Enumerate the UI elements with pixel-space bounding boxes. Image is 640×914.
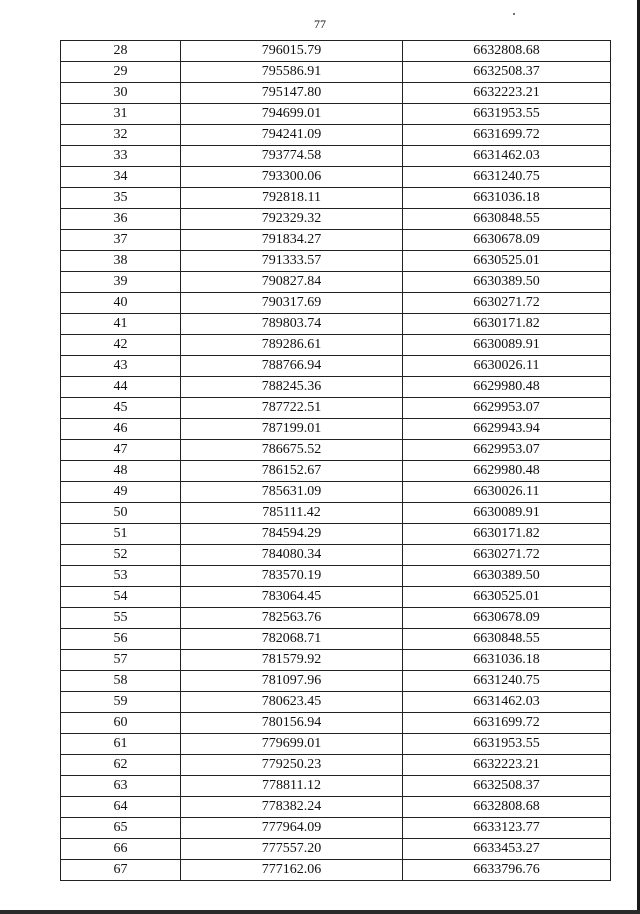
- point-number-cell: 32: [61, 125, 181, 146]
- y-coordinate-cell: 6631462.03: [403, 146, 611, 167]
- y-coordinate-cell: 6632808.68: [403, 41, 611, 62]
- table-row: [61, 356, 611, 377]
- x-coordinate-cell: 784594.29: [181, 524, 403, 545]
- point-number-cell: 36: [61, 209, 181, 230]
- x-coordinate-cell: 781097.96: [181, 671, 403, 692]
- table-row: [61, 398, 611, 419]
- point-number-cell: 67: [61, 860, 181, 881]
- x-coordinate-cell: 790827.84: [181, 272, 403, 293]
- y-coordinate-cell: 6630389.50: [403, 566, 611, 587]
- y-coordinate-cell: 6630089.91: [403, 503, 611, 524]
- point-number-cell: 35: [61, 188, 181, 209]
- table-row: [61, 188, 611, 209]
- x-coordinate-cell: 788245.36: [181, 377, 403, 398]
- point-number-cell: 57: [61, 650, 181, 671]
- point-number-cell: 51: [61, 524, 181, 545]
- table-row: [61, 482, 611, 503]
- y-coordinate-cell: 6629953.07: [403, 398, 611, 419]
- point-number-cell: 30: [61, 83, 181, 104]
- point-number-cell: 28: [61, 41, 181, 62]
- point-number-cell: 41: [61, 314, 181, 335]
- point-number-cell: 55: [61, 608, 181, 629]
- table-row: [61, 776, 611, 797]
- point-number-cell: 44: [61, 377, 181, 398]
- table-row: [61, 734, 611, 755]
- point-number-cell: 54: [61, 587, 181, 608]
- point-number-cell: 56: [61, 629, 181, 650]
- point-number-cell: 62: [61, 755, 181, 776]
- y-coordinate-cell: 6630678.09: [403, 230, 611, 251]
- y-coordinate-cell: 6630678.09: [403, 608, 611, 629]
- x-coordinate-cell: 789803.74: [181, 314, 403, 335]
- x-coordinate-cell: 796015.79: [181, 41, 403, 62]
- y-coordinate-cell: 6630171.82: [403, 524, 611, 545]
- point-number-cell: 34: [61, 167, 181, 188]
- x-coordinate-cell: 788766.94: [181, 356, 403, 377]
- table-row: [61, 230, 611, 251]
- table-row: [61, 125, 611, 146]
- coordinates-table-body: [61, 41, 611, 881]
- y-coordinate-cell: 6631240.75: [403, 671, 611, 692]
- x-coordinate-cell: 786675.52: [181, 440, 403, 461]
- x-coordinate-cell: 781579.92: [181, 650, 403, 671]
- point-number-cell: 64: [61, 797, 181, 818]
- x-coordinate-cell: 787199.01: [181, 419, 403, 440]
- x-coordinate-cell: 783570.19: [181, 566, 403, 587]
- table-row: [61, 650, 611, 671]
- table-row: [61, 692, 611, 713]
- point-number-cell: 61: [61, 734, 181, 755]
- table-row: [61, 209, 611, 230]
- table-row: [61, 314, 611, 335]
- x-coordinate-cell: 777162.06: [181, 860, 403, 881]
- y-coordinate-cell: 6630848.55: [403, 209, 611, 230]
- y-coordinate-cell: 6630389.50: [403, 272, 611, 293]
- y-coordinate-cell: 6631036.18: [403, 650, 611, 671]
- point-number-cell: 47: [61, 440, 181, 461]
- x-coordinate-cell: 782563.76: [181, 608, 403, 629]
- point-number-cell: 29: [61, 62, 181, 83]
- table-row: [61, 671, 611, 692]
- x-coordinate-cell: 780623.45: [181, 692, 403, 713]
- point-number-cell: 48: [61, 461, 181, 482]
- point-number-cell: 52: [61, 545, 181, 566]
- scan-speck: [513, 13, 515, 15]
- x-coordinate-cell: 784080.34: [181, 545, 403, 566]
- table-row: [61, 377, 611, 398]
- table-row: [61, 335, 611, 356]
- y-coordinate-cell: 6631953.55: [403, 734, 611, 755]
- x-coordinate-cell: 795586.91: [181, 62, 403, 83]
- point-number-cell: 46: [61, 419, 181, 440]
- point-number-cell: 43: [61, 356, 181, 377]
- y-coordinate-cell: 6630171.82: [403, 314, 611, 335]
- y-coordinate-cell: 6633453.27: [403, 839, 611, 860]
- y-coordinate-cell: 6629943.94: [403, 419, 611, 440]
- y-coordinate-cell: 6631036.18: [403, 188, 611, 209]
- x-coordinate-cell: 794241.09: [181, 125, 403, 146]
- x-coordinate-cell: 777557.20: [181, 839, 403, 860]
- table-row: [61, 755, 611, 776]
- y-coordinate-cell: 6632508.37: [403, 62, 611, 83]
- table-row: [61, 251, 611, 272]
- table-row: [61, 104, 611, 125]
- point-number-cell: 45: [61, 398, 181, 419]
- y-coordinate-cell: 6632808.68: [403, 797, 611, 818]
- point-number-cell: 37: [61, 230, 181, 251]
- table-row: [61, 545, 611, 566]
- point-number-cell: 49: [61, 482, 181, 503]
- x-coordinate-cell: 794699.01: [181, 104, 403, 125]
- x-coordinate-cell: 787722.51: [181, 398, 403, 419]
- x-coordinate-cell: 792818.11: [181, 188, 403, 209]
- y-coordinate-cell: 6632223.21: [403, 83, 611, 104]
- table-row: [61, 272, 611, 293]
- point-number-cell: 58: [61, 671, 181, 692]
- point-number-cell: 53: [61, 566, 181, 587]
- x-coordinate-cell: 785111.42: [181, 503, 403, 524]
- point-number-cell: 59: [61, 692, 181, 713]
- y-coordinate-cell: 6631699.72: [403, 125, 611, 146]
- y-coordinate-cell: 6632508.37: [403, 776, 611, 797]
- point-number-cell: 33: [61, 146, 181, 167]
- table-row: [61, 629, 611, 650]
- table-row: [61, 41, 611, 62]
- table-row: [61, 461, 611, 482]
- point-number-cell: 66: [61, 839, 181, 860]
- x-coordinate-cell: 782068.71: [181, 629, 403, 650]
- table-row: [61, 83, 611, 104]
- x-coordinate-cell: 791333.57: [181, 251, 403, 272]
- table-row: [61, 62, 611, 83]
- x-coordinate-cell: 780156.94: [181, 713, 403, 734]
- y-coordinate-cell: 6630026.11: [403, 356, 611, 377]
- table-row: [61, 524, 611, 545]
- y-coordinate-cell: 6631240.75: [403, 167, 611, 188]
- y-coordinate-cell: 6629980.48: [403, 461, 611, 482]
- point-number-cell: 40: [61, 293, 181, 314]
- x-coordinate-cell: 778811.12: [181, 776, 403, 797]
- y-coordinate-cell: 6631953.55: [403, 104, 611, 125]
- x-coordinate-cell: 779699.01: [181, 734, 403, 755]
- x-coordinate-cell: 777964.09: [181, 818, 403, 839]
- y-coordinate-cell: 6633123.77: [403, 818, 611, 839]
- point-number-cell: 65: [61, 818, 181, 839]
- x-coordinate-cell: 795147.80: [181, 83, 403, 104]
- point-number-cell: 39: [61, 272, 181, 293]
- table-row: [61, 818, 611, 839]
- page-number: 77: [314, 17, 326, 31]
- x-coordinate-cell: 778382.24: [181, 797, 403, 818]
- table-row: [61, 293, 611, 314]
- y-coordinate-cell: 6630271.72: [403, 293, 611, 314]
- table-row: [61, 566, 611, 587]
- y-coordinate-cell: 6632223.21: [403, 755, 611, 776]
- y-coordinate-cell: 6633796.76: [403, 860, 611, 881]
- x-coordinate-cell: 792329.32: [181, 209, 403, 230]
- x-coordinate-cell: 786152.67: [181, 461, 403, 482]
- x-coordinate-cell: 783064.45: [181, 587, 403, 608]
- y-coordinate-cell: 6631699.72: [403, 713, 611, 734]
- point-number-cell: 42: [61, 335, 181, 356]
- y-coordinate-cell: 6631462.03: [403, 692, 611, 713]
- table-row: [61, 608, 611, 629]
- y-coordinate-cell: 6630848.55: [403, 629, 611, 650]
- x-coordinate-cell: 779250.23: [181, 755, 403, 776]
- table-row: [61, 503, 611, 524]
- y-coordinate-cell: 6630525.01: [403, 251, 611, 272]
- point-number-cell: 63: [61, 776, 181, 797]
- point-number-cell: 38: [61, 251, 181, 272]
- x-coordinate-cell: 790317.69: [181, 293, 403, 314]
- table-row: [61, 587, 611, 608]
- x-coordinate-cell: 793774.58: [181, 146, 403, 167]
- point-number-cell: 60: [61, 713, 181, 734]
- x-coordinate-cell: 791834.27: [181, 230, 403, 251]
- coordinates-table: [60, 40, 611, 881]
- table-row: [61, 839, 611, 860]
- point-number-cell: 50: [61, 503, 181, 524]
- y-coordinate-cell: 6630271.72: [403, 545, 611, 566]
- table-row: [61, 167, 611, 188]
- table-row: [61, 860, 611, 881]
- table-row: [61, 713, 611, 734]
- y-coordinate-cell: 6630525.01: [403, 587, 611, 608]
- x-coordinate-cell: 785631.09: [181, 482, 403, 503]
- x-coordinate-cell: 789286.61: [181, 335, 403, 356]
- point-number-cell: 31: [61, 104, 181, 125]
- y-coordinate-cell: 6629980.48: [403, 377, 611, 398]
- table-row: [61, 419, 611, 440]
- y-coordinate-cell: 6629953.07: [403, 440, 611, 461]
- x-coordinate-cell: 793300.06: [181, 167, 403, 188]
- y-coordinate-cell: 6630026.11: [403, 482, 611, 503]
- scan-edge-bottom: [0, 910, 640, 914]
- table-row: [61, 146, 611, 167]
- table-row: [61, 440, 611, 461]
- y-coordinate-cell: 6630089.91: [403, 335, 611, 356]
- table-row: [61, 797, 611, 818]
